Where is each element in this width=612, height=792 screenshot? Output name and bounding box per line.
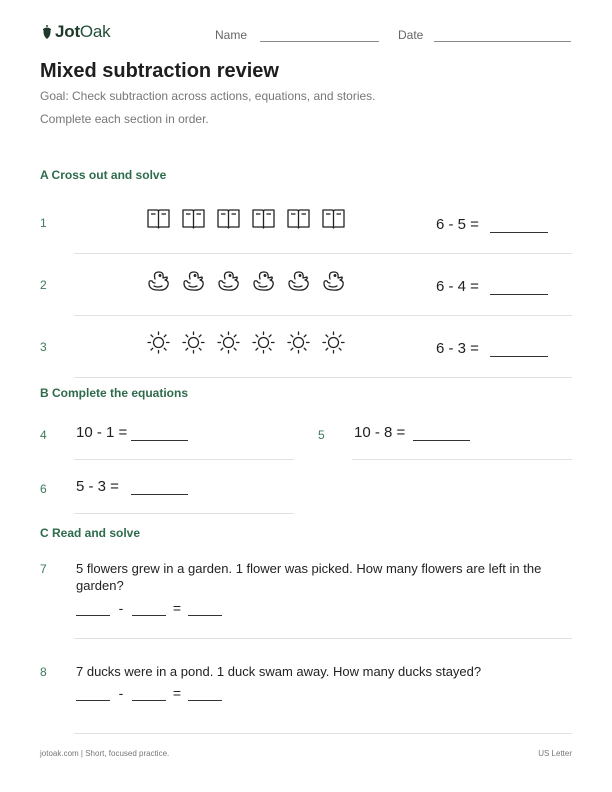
section-b-heading: B Complete the equations (40, 386, 189, 400)
sun-icon[interactable] (181, 330, 206, 355)
name-field[interactable] (215, 28, 379, 42)
answer-blank[interactable] (131, 440, 188, 441)
name-label: Name (215, 28, 248, 42)
problem-text: 7 ducks were in a pond. 1 duck swam away. How many ducks stayed? (76, 664, 482, 679)
duck-icon[interactable] (251, 268, 276, 293)
exercise-row (40, 268, 572, 330)
equation-text: 6 - 3 = (436, 340, 479, 357)
answer-blank[interactable] (131, 494, 188, 495)
section-c-heading: C Read and solve (40, 526, 141, 540)
book-icon[interactable] (216, 206, 241, 231)
date-label: Date (398, 28, 424, 42)
equation-text: 10 - 1 = (76, 424, 128, 441)
page-title: Mixed subtraction review (40, 60, 279, 82)
answer-blank[interactable] (132, 602, 166, 616)
exercise-number: 1 (40, 216, 47, 230)
equation-item (40, 422, 290, 472)
exercise-row (40, 206, 572, 268)
item-divider (74, 733, 572, 734)
item-divider (74, 638, 572, 639)
equation-text: 6 - 4 = (436, 278, 479, 295)
brand-name: JotOak (55, 22, 111, 41)
equation-text: 5 - 3 = (76, 478, 119, 495)
exercise-number: 6 (40, 482, 47, 496)
answer-blank[interactable] (490, 294, 548, 295)
exercise-number: 8 (40, 665, 47, 679)
duck-icon[interactable] (181, 268, 206, 293)
footer-paper-size: US Letter (538, 749, 572, 758)
exercise-number: 3 (40, 340, 47, 354)
book-icon[interactable] (181, 206, 206, 231)
duck-icon[interactable] (146, 268, 171, 293)
answer-blank[interactable] (76, 602, 110, 616)
sun-icon[interactable] (146, 330, 171, 355)
sun-icon[interactable] (251, 330, 276, 355)
answer-blank[interactable] (490, 356, 548, 357)
book-icon[interactable] (251, 206, 276, 231)
item-divider (74, 459, 294, 460)
item-divider (352, 459, 572, 460)
answer-blanks (76, 600, 222, 616)
section-a-heading: A Cross out and solve (40, 168, 167, 182)
exercise-row (40, 330, 572, 392)
row-divider (74, 315, 572, 316)
row-divider (74, 253, 572, 254)
duck-icon[interactable] (216, 268, 241, 293)
equals-sign: = (172, 600, 182, 616)
row-divider (74, 377, 572, 378)
minus-sign: - (118, 685, 124, 701)
duck-icon[interactable] (321, 268, 346, 293)
word-problem (40, 663, 572, 735)
name-line[interactable] (260, 28, 379, 42)
word-problem (40, 560, 572, 640)
instructions-text: Complete each section in order. (40, 112, 209, 126)
sun-icon-group (146, 330, 346, 355)
footer-site-text: jotoak.com | Short, focused practice. (40, 749, 170, 758)
book-icon[interactable] (321, 206, 346, 231)
answer-blanks (76, 685, 222, 701)
goal-text: Goal: Check subtraction across actions, equations, and stories. (40, 89, 376, 103)
answer-blank[interactable] (132, 687, 166, 701)
equals-sign: = (172, 685, 182, 701)
book-icon-group (146, 206, 346, 231)
item-divider (74, 513, 294, 514)
answer-blank[interactable] (413, 440, 470, 441)
duck-icon[interactable] (286, 268, 311, 293)
sun-icon[interactable] (286, 330, 311, 355)
equation-item (318, 422, 568, 472)
answer-blank[interactable] (188, 687, 222, 701)
exercise-number: 2 (40, 278, 47, 292)
acorn-icon (41, 24, 53, 40)
book-icon[interactable] (146, 206, 171, 231)
equation-text: 6 - 5 = (436, 216, 479, 233)
sun-icon[interactable] (216, 330, 241, 355)
answer-blank[interactable] (76, 687, 110, 701)
exercise-number: 7 (40, 562, 47, 576)
problem-text: 5 flowers grew in a garden. 1 flower was picked. How many flowers are left in the garden? (76, 561, 542, 593)
equation-text: 10 - 8 = (354, 424, 406, 441)
date-field[interactable] (398, 28, 571, 42)
answer-blank[interactable] (490, 232, 548, 233)
equation-item (40, 476, 290, 526)
minus-sign: - (118, 600, 124, 616)
exercise-number: 5 (318, 428, 325, 442)
sun-icon[interactable] (321, 330, 346, 355)
exercise-number: 4 (40, 428, 47, 442)
date-line[interactable] (434, 28, 571, 42)
answer-blank[interactable] (188, 602, 222, 616)
duck-icon-group (146, 268, 346, 293)
book-icon[interactable] (286, 206, 311, 231)
brand-logo (41, 22, 110, 42)
